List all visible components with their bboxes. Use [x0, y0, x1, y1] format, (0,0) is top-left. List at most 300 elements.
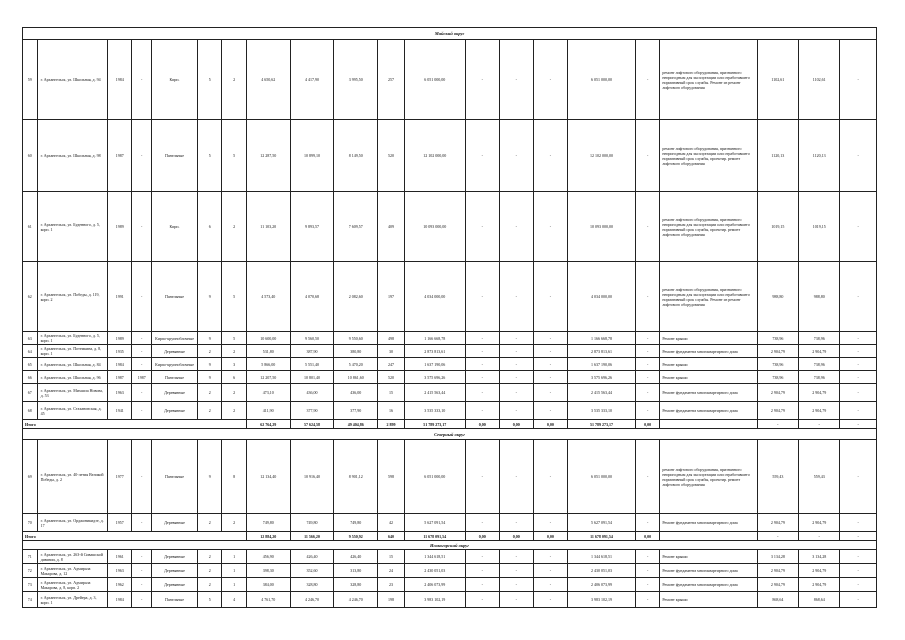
cell-work: Ремонт крыши [660, 550, 757, 564]
cell-unit2: 988,80 [799, 262, 840, 332]
cell-floors: 9 [198, 358, 222, 371]
cell-c2: - [499, 384, 533, 402]
cell-num: 64 [23, 345, 38, 358]
cell-area-res: 8 901,12 [334, 440, 378, 514]
cell-c2: - [499, 262, 533, 332]
cell-unit2: 1019,15 [799, 192, 840, 262]
cell-cost: 5 627 091,54 [404, 514, 465, 532]
cell-wall: Кирп. [151, 192, 197, 262]
cell-year2: - [132, 40, 151, 120]
cell-floors: 9 [198, 262, 222, 332]
cell-c4: - [636, 358, 660, 371]
cell-c2: - [499, 592, 533, 608]
cell-cost2: 2 430 051,03 [567, 564, 635, 578]
table-row [23, 262, 877, 332]
cell-area-living: 4 246,70 [290, 592, 334, 608]
cell-c3: - [533, 192, 567, 262]
cell-wall: Деревянные [151, 345, 197, 358]
total-label: Итого [23, 420, 247, 429]
cell-work: Ремонт крыши [660, 358, 757, 371]
cell-wall: Панельные [151, 371, 197, 384]
cell-unit2: 2 904,79 [799, 345, 840, 358]
cell-address: г. Архангельск, ул. Школьная, д. 94 [37, 40, 108, 120]
cell-work: Ремонт крыши [660, 332, 757, 345]
cell-unit3: - [840, 371, 877, 384]
cell-area-living: 426,40 [290, 550, 334, 564]
cell-num: 69 [23, 440, 38, 514]
cell-entrances: 2 [222, 345, 246, 358]
cell-year: 1941 [108, 402, 132, 420]
district-header-row [23, 28, 877, 40]
total-work-empty [660, 532, 757, 541]
cell-address: г. Архангельск, ул. Адмирала Макарова, д. 12 [37, 564, 108, 578]
cell-unit2: 2 904,79 [799, 578, 840, 592]
cell-cost: 1 166 668,78 [404, 332, 465, 345]
cell-residents: 520 [378, 371, 405, 384]
cell-year2: 1987 [132, 371, 151, 384]
cell-c1: - [465, 564, 499, 578]
cell-address: г. Архангельск, ул. Школьная, д. 98 [37, 120, 108, 192]
cell-c1: - [465, 332, 499, 345]
cell-entrances: 5 [222, 120, 246, 192]
cell-c3: - [533, 592, 567, 608]
cell-area-res: 9 550,60 [334, 332, 378, 345]
cell-cost2: 10 093 000,00 [567, 192, 635, 262]
cell-cost: 2 873 813,61 [404, 345, 465, 358]
cell-floors: 2 [198, 578, 222, 592]
cell-unit3: - [840, 40, 877, 120]
cell-unit2: 738,96 [799, 371, 840, 384]
cell-c4: - [636, 514, 660, 532]
cell-area-total: 749,80 [246, 514, 290, 532]
cell-unit3: - [840, 192, 877, 262]
cell-cost: 1 637 190,06 [404, 358, 465, 371]
cell-unit1: 2 904,79 [757, 384, 798, 402]
cell-area-total: 11 103,20 [246, 192, 290, 262]
cell-residents: 197 [378, 262, 405, 332]
cell-c2: - [499, 514, 533, 532]
cell-cost: 3 575 696,26 [404, 371, 465, 384]
total-unit3: - [840, 420, 877, 429]
table-row [23, 384, 877, 402]
cell-cost2: 12 102 000,00 [567, 120, 635, 192]
cell-year2: - [132, 564, 151, 578]
cell-c2: - [499, 440, 533, 514]
cell-c2: - [499, 345, 533, 358]
cell-unit1: 868,64 [757, 592, 798, 608]
cell-num: 59 [23, 40, 38, 120]
cell-c1: - [465, 120, 499, 192]
cell-wall: Кирп. [151, 40, 197, 120]
cell-address: г. Архангельск, ул. Школьная, д. 84 [37, 358, 108, 371]
total-area-total: 12 884,20 [246, 532, 290, 541]
cell-cost2: 2 415 563,44 [567, 384, 635, 402]
cell-address: г. Архангельск, ул. 40-летия Великой Победы, д. 2 [37, 440, 108, 514]
cell-unit1: 1102,61 [757, 40, 798, 120]
cell-area-res: 377,90 [334, 402, 378, 420]
cell-year2: - [132, 262, 151, 332]
table-row [23, 578, 877, 592]
cell-area-total: 4 761,70 [246, 592, 290, 608]
total-c3: 0,00 [533, 420, 567, 429]
total-c3: 0,00 [533, 532, 567, 541]
cell-floors: 9 [198, 371, 222, 384]
cell-c1: - [465, 514, 499, 532]
total-unit3: - [840, 532, 877, 541]
cell-entrances: 2 [222, 40, 246, 120]
cell-address: г. Архангельск, ул. Михаила Новова, д. 53 [37, 384, 108, 402]
cell-unit3: - [840, 514, 877, 532]
cell-c2: - [499, 402, 533, 420]
cell-c1: - [465, 550, 499, 564]
cell-c4: - [636, 120, 660, 192]
cell-area-living: 352,60 [290, 564, 334, 578]
cell-unit3: - [840, 262, 877, 332]
cell-unit3: - [840, 564, 877, 578]
cell-floors: 9 [198, 332, 222, 345]
table-row [23, 192, 877, 262]
cell-year: 1957 [108, 514, 132, 532]
cell-num: 73 [23, 578, 38, 592]
district-name: Северный округ [23, 429, 877, 440]
table-row [23, 440, 877, 514]
cell-c3: - [533, 514, 567, 532]
district-header-row [23, 541, 877, 550]
table-row [23, 564, 877, 578]
cell-residents: 15 [378, 384, 405, 402]
cell-address: г. Архангельск, ул. Буденного, д. 5, корп. 1 [37, 332, 108, 345]
cell-work: Ремонт фундамента многоквартирного дома [660, 514, 757, 532]
cell-cost2: 2 406 073,99 [567, 578, 635, 592]
cell-c3: - [533, 440, 567, 514]
cell-unit1: 2 904,79 [757, 514, 798, 532]
cell-floors: 2 [198, 384, 222, 402]
cell-c4: - [636, 332, 660, 345]
cell-unit2: 1120,13 [799, 120, 840, 192]
cell-c4: - [636, 578, 660, 592]
cell-area-total: 5 866,00 [246, 358, 290, 371]
table-body [23, 28, 877, 608]
cell-area-living: 9 560,50 [290, 332, 334, 345]
cell-floors: 2 [198, 564, 222, 578]
cell-year: 1977 [108, 440, 132, 514]
cell-entrances: 5 [222, 262, 246, 332]
total-unit2: - [799, 420, 840, 429]
cell-c2: - [499, 564, 533, 578]
cell-address: г. Архангельск, ул. Адмирала Макарова, д. 8, корп. 2 [37, 578, 108, 592]
cell-floors: 5 [198, 120, 222, 192]
cell-cost2: 4 034 000,00 [567, 262, 635, 332]
cell-num: 70 [23, 514, 38, 532]
cell-c3: - [533, 578, 567, 592]
table-row [23, 40, 877, 120]
district-total-row [23, 420, 877, 429]
total-c1: 0,00 [465, 420, 499, 429]
cell-cost2: 6 051 000,00 [567, 440, 635, 514]
cell-c4: - [636, 40, 660, 120]
cell-num: 68 [23, 402, 38, 420]
cell-num: 65 [23, 358, 38, 371]
total-unit1: - [757, 420, 798, 429]
cell-residents: 257 [378, 40, 405, 120]
cell-year2: - [132, 402, 151, 420]
cell-wall: Деревянные [151, 564, 197, 578]
cell-c3: - [533, 120, 567, 192]
cell-c2: - [499, 371, 533, 384]
cell-c2: - [499, 358, 533, 371]
cell-c2: - [499, 120, 533, 192]
cell-area-living: 749,80 [290, 514, 334, 532]
cell-entrances: 1 [222, 550, 246, 564]
cell-floors: 9 [198, 440, 222, 514]
cell-address: г. Архангельск, ул. Дрейера, д. 3, корп. 1 [37, 592, 108, 608]
cell-unit3: - [840, 550, 877, 564]
cell-area-total: 10 600,00 [246, 332, 290, 345]
cell-residents: 598 [378, 440, 405, 514]
cell-c4: - [636, 192, 660, 262]
cell-unit3: - [840, 592, 877, 608]
cell-area-total: 473,10 [246, 384, 290, 402]
cell-floors: 2 [198, 514, 222, 532]
cell-floors: 2 [198, 550, 222, 564]
cell-unit2: 738,96 [799, 332, 840, 345]
cell-year: 1989 [108, 192, 132, 262]
cell-c4: - [636, 345, 660, 358]
cell-c1: - [465, 40, 499, 120]
district-name: Исакогорский округ [23, 541, 877, 550]
cell-c1: - [465, 192, 499, 262]
cell-c4: - [636, 384, 660, 402]
cell-cost2: 3 983 102,19 [567, 592, 635, 608]
cell-area-living: 328,80 [290, 578, 334, 592]
cell-area-total: 4 650,62 [246, 40, 290, 120]
cell-area-res: 4 246,70 [334, 592, 378, 608]
cell-area-living: 10 916,40 [290, 440, 334, 514]
cell-year2: - [132, 440, 151, 514]
cell-year2: - [132, 192, 151, 262]
cell-unit1: 2 904,79 [757, 402, 798, 420]
cell-area-total: 384,00 [246, 578, 290, 592]
cell-unit2: 2 904,79 [799, 384, 840, 402]
cell-entrances: 8 [222, 440, 246, 514]
cell-residents: 498 [378, 332, 405, 345]
cell-c3: - [533, 550, 567, 564]
cell-year: 1963 [108, 564, 132, 578]
cell-cost: 4 034 000,00 [404, 262, 465, 332]
cell-year2: - [132, 592, 151, 608]
cell-year: 1991 [108, 262, 132, 332]
cell-c1: - [465, 345, 499, 358]
table-row [23, 371, 877, 384]
cell-address: г. Архангельск, ул. 263-й Сивашской дивизии, д. 8 [37, 550, 108, 564]
cell-num: 62 [23, 262, 38, 332]
cell-floors: 5 [198, 592, 222, 608]
cell-area-res: 10 861,60 [334, 371, 378, 384]
cell-cost2: 1 637 190,06 [567, 358, 635, 371]
cell-year: 1984 [108, 592, 132, 608]
cell-cost: 2 430 051,03 [404, 564, 465, 578]
cell-c4: - [636, 564, 660, 578]
cell-wall: Панельные [151, 592, 197, 608]
cell-year: 1989 [108, 332, 132, 345]
capital-repair-table [22, 27, 877, 608]
cell-residents: 247 [378, 358, 405, 371]
cell-year2: - [132, 578, 151, 592]
total-c2: 0,00 [499, 420, 533, 429]
cell-c1: - [465, 592, 499, 608]
cell-cost2: 2 873 813,61 [567, 345, 635, 358]
cell-c1: - [465, 371, 499, 384]
cell-area-total: 12 287,50 [246, 120, 290, 192]
total-work-empty [660, 420, 757, 429]
cell-entrances: 1 [222, 564, 246, 578]
cell-wall: Кирпо-крупноблочные [151, 358, 197, 371]
cell-year: 1962 [108, 578, 132, 592]
total-area-living: 11 566,20 [290, 532, 334, 541]
cell-address: г. Архангельск, ул. Школьная, д. 96 [37, 371, 108, 384]
cell-wall: Панельные [151, 120, 197, 192]
cell-c3: - [533, 345, 567, 358]
cell-c4: - [636, 371, 660, 384]
cell-work: ремонт лифтового оборудования, признанного непригодным для эксплуатации или отработавшего нормативный срок службы, проектир. ремонт лифтового оборудования [660, 440, 757, 514]
cell-year2: - [132, 332, 151, 345]
cell-entrances: 3 [222, 358, 246, 371]
cell-entrances: 6 [222, 371, 246, 384]
cell-c3: - [533, 40, 567, 120]
cell-address: г. Архангельск, ул. Потемкина, д. 8, корп. 1 [37, 345, 108, 358]
cell-unit1: 2 904,79 [757, 564, 798, 578]
cell-unit1: 738,96 [757, 371, 798, 384]
total-c1: 0,00 [465, 532, 499, 541]
cell-unit3: - [840, 440, 877, 514]
cell-floors: 5 [198, 40, 222, 120]
cell-residents: 198 [378, 592, 405, 608]
cell-cost: 2 406 073,99 [404, 578, 465, 592]
cell-work: ремонт лифтового оборудования, признанного непригодным для эксплуатации или отработавшего нормативный срок службы, проектир. ремонт лифтового оборудования [660, 120, 757, 192]
total-cost2: 51 789 273,17 [567, 420, 635, 429]
cell-c4: - [636, 440, 660, 514]
total-c2: 0,00 [499, 532, 533, 541]
table-row [23, 550, 877, 564]
cell-residents: 15 [378, 550, 405, 564]
cell-area-total: 531,80 [246, 345, 290, 358]
cell-work: ремонт лифтового оборудования, признанного непригодным для эксплуатации или отработавшего нормативный срок службы. Ремонт из ремонт лифтового оборудования [660, 40, 757, 120]
cell-area-res: 2 082,60 [334, 262, 378, 332]
cell-work: Ремонт фундамента многоквартирного дома [660, 564, 757, 578]
cell-unit1: 738,96 [757, 332, 798, 345]
cell-num: 71 [23, 550, 38, 564]
cell-area-living: 4 070,68 [290, 262, 334, 332]
cell-unit2: 738,96 [799, 358, 840, 371]
cell-year2: - [132, 120, 151, 192]
cell-unit3: - [840, 120, 877, 192]
cell-c1: - [465, 358, 499, 371]
cell-num: 67 [23, 384, 38, 402]
total-residents: 2 899 [378, 420, 405, 429]
cell-c3: - [533, 262, 567, 332]
cell-work: ремонт лифтового оборудования, признанного непригодным для эксплуатации или отработавшего нормативный срок службы, проектир. ремонт лифтового оборудования [660, 192, 757, 262]
cell-num: 60 [23, 120, 38, 192]
cell-entrances: 2 [222, 402, 246, 420]
cell-c4: - [636, 402, 660, 420]
cell-unit2: 2 904,79 [799, 402, 840, 420]
cell-entrances: 4 [222, 592, 246, 608]
cell-wall: Панельные [151, 262, 197, 332]
cell-work: ремонт лифтового оборудования, признанного непригодным для эксплуатации или отработавшего нормативный срок службы. Ремонт из ремонт лифтового оборудования [660, 262, 757, 332]
cell-entrances: 5 [222, 332, 246, 345]
cell-floors: 2 [198, 402, 222, 420]
cell-cost2: 3 535 333,10 [567, 402, 635, 420]
cell-area-total: 4 573,40 [246, 262, 290, 332]
cell-cost: 10 093 000,00 [404, 192, 465, 262]
cell-year2: - [132, 550, 151, 564]
cell-area-total: 456,90 [246, 550, 290, 564]
cell-area-res: 436,00 [334, 384, 378, 402]
total-c4: 0,00 [636, 532, 660, 541]
total-area-res: 9 550,92 [334, 532, 378, 541]
cell-wall: Деревянные [151, 402, 197, 420]
cell-residents: 30 [378, 345, 405, 358]
total-area-res: 49 404,86 [334, 420, 378, 429]
cell-area-total: 411,90 [246, 402, 290, 420]
cell-num: 61 [23, 192, 38, 262]
cell-c3: - [533, 564, 567, 578]
cell-work: Ремонт крыши [660, 371, 757, 384]
cell-year: 1963 [108, 384, 132, 402]
cell-c3: - [533, 384, 567, 402]
cell-year2: - [132, 358, 151, 371]
cell-num: 66 [23, 371, 38, 384]
total-cost: 51 789 273,17 [404, 420, 465, 429]
cell-year: 1984 [108, 40, 132, 120]
cell-unit1: 988,80 [757, 262, 798, 332]
cell-c1: - [465, 440, 499, 514]
table-row [23, 592, 877, 608]
cell-area-living: 4 417,90 [290, 40, 334, 120]
total-label: Итого [23, 532, 247, 541]
table-row [23, 345, 877, 358]
cell-unit1: 559,43 [757, 440, 798, 514]
cell-unit3: - [840, 345, 877, 358]
cell-floors: 6 [198, 192, 222, 262]
cell-floors: 2 [198, 345, 222, 358]
cell-work: Ремонт фундамента многоквартирного дома [660, 578, 757, 592]
cell-year2: - [132, 345, 151, 358]
cell-c1: - [465, 262, 499, 332]
cell-area-res: 328,80 [334, 578, 378, 592]
cell-entrances: 1 [222, 578, 246, 592]
district-total-row [23, 532, 877, 541]
cell-year: 1987 [108, 371, 132, 384]
cell-area-living: 5 551,40 [290, 358, 334, 371]
cell-unit3: - [840, 402, 877, 420]
cell-area-total: 398,30 [246, 564, 290, 578]
cell-c3: - [533, 332, 567, 345]
cell-residents: 520 [378, 120, 405, 192]
cell-residents: 24 [378, 564, 405, 578]
cell-cost2: 6 051 000,00 [567, 40, 635, 120]
cell-c2: - [499, 550, 533, 564]
cell-work: Ремонт фундамента многоквартирного дома [660, 384, 757, 402]
cell-cost2: 1 166 668,78 [567, 332, 635, 345]
cell-residents: 42 [378, 514, 405, 532]
cell-area-living: 10 899,10 [290, 120, 334, 192]
total-cost: 11 678 091,54 [404, 532, 465, 541]
total-unit2: - [799, 532, 840, 541]
cell-area-living: 436,00 [290, 384, 334, 402]
cell-cost2: 3 575 696,26 [567, 371, 635, 384]
cell-area-res: 7 609,57 [334, 192, 378, 262]
